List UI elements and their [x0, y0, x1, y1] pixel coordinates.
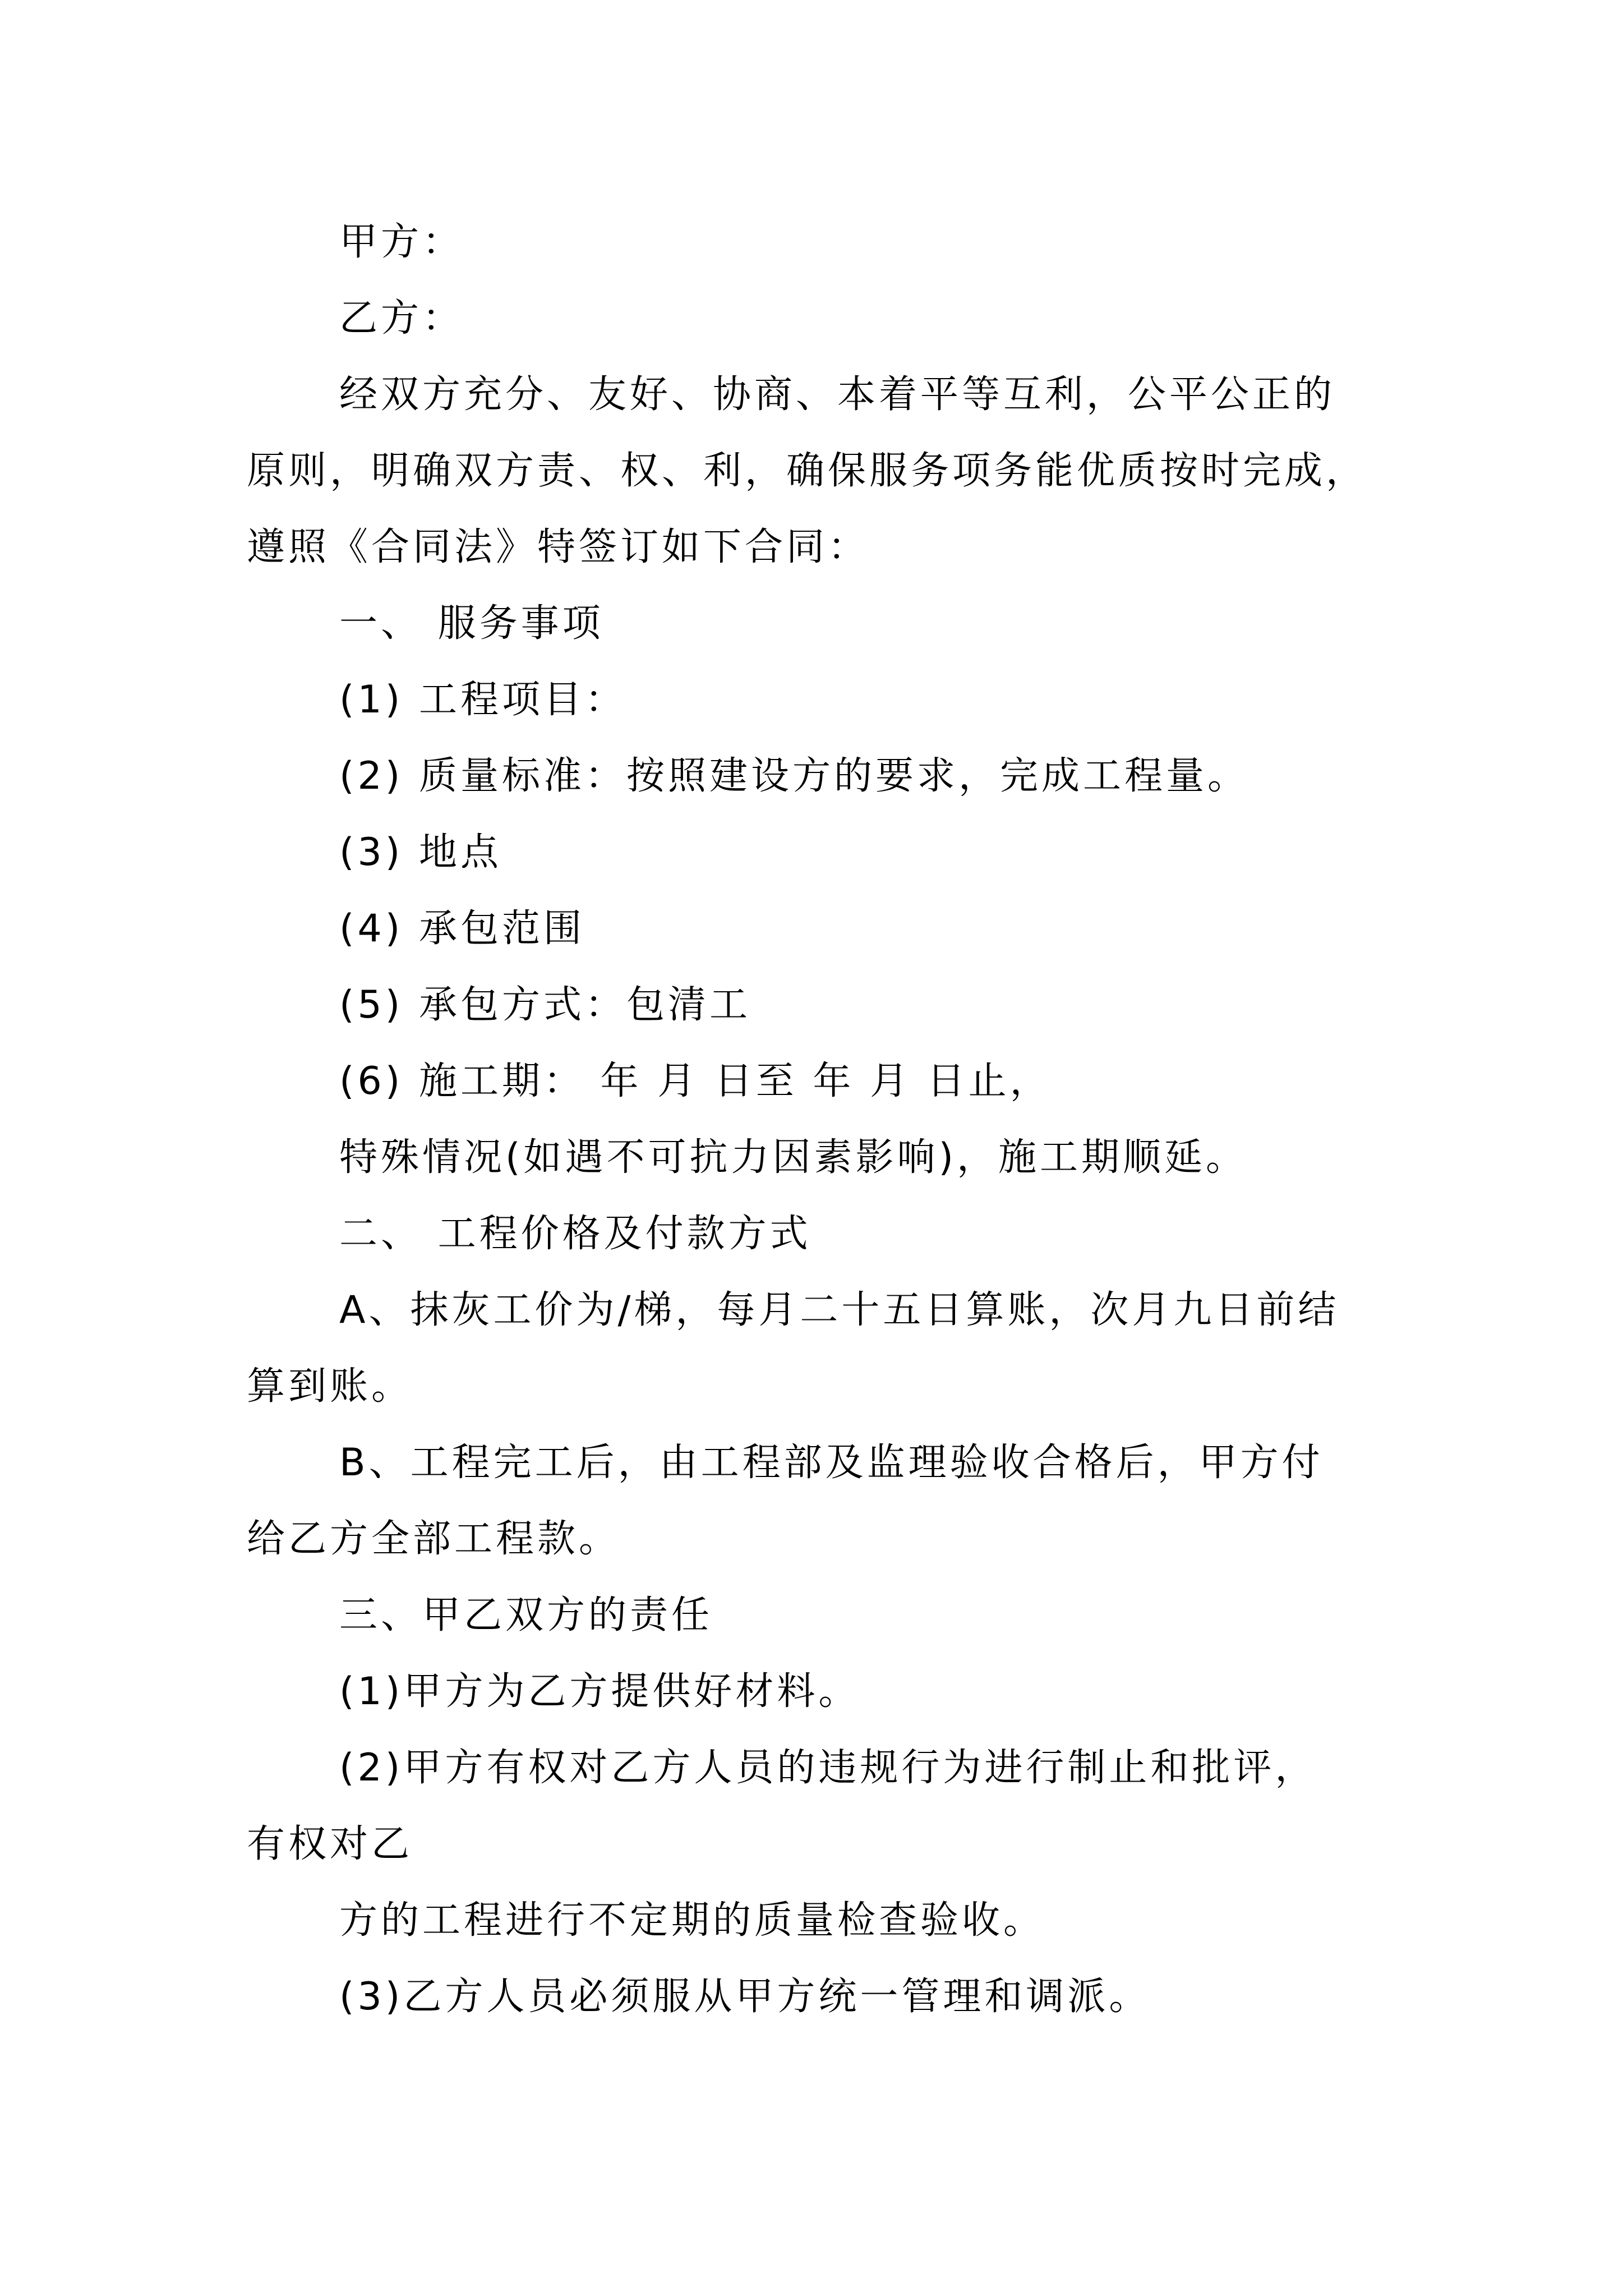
section-1-item-4: (4) 承包范围 — [339, 907, 585, 951]
section-1-note: 特殊情况(如遇不可抗力因素影响)，施工期顺延。 — [339, 1135, 1248, 1180]
section-2-a-line-2: 算到账。 — [247, 1364, 413, 1409]
section-1-item-6: (6) 施工期： 年 月 日至 年 月 日止， — [339, 1059, 1052, 1103]
section-1-item-1: (1) 工程项目： — [339, 678, 626, 722]
section-2-a-line-1: A、抹灰工价为/梯，每月二十五日算账，次月九日前结 — [339, 1288, 1340, 1332]
section-1-item-3: (3) 地点 — [339, 830, 502, 875]
party-a-label: 甲方： — [339, 220, 464, 264]
intro-line-2: 原则，明确双方责、权、利，确保服务项务能优质按时完成， — [247, 449, 1368, 493]
section-2-b-line-2: 给乙方全部工程款。 — [247, 1517, 621, 1561]
section-3-item-1: (1)甲方为乙方提供好材料。 — [339, 1669, 860, 1714]
section-1-item-5: (5) 承包方式：包清工 — [339, 983, 751, 1027]
party-b-label: 乙方： — [339, 296, 464, 341]
section-1-item-2: (2) 质量标准：按照建设方的要求，完成工程量。 — [339, 754, 1249, 798]
intro-line-3: 遵照《合同法》特签订如下合同： — [247, 525, 870, 569]
section-1-heading: 一、 服务事项 — [339, 601, 604, 646]
section-3-item-2-line-3: 方的工程进行不定期的质量检查验收。 — [339, 1898, 1045, 1943]
section-3-item-2-line-2: 有权对乙 — [247, 1822, 413, 1866]
section-3-item-2-line-1: (2)甲方有权对乙方人员的违规行为进行制止和批评， — [339, 1746, 1317, 1790]
section-3-item-3: (3)乙方人员必须服从甲方统一管理和调派。 — [339, 1975, 1151, 2019]
section-2-heading: 二、 工程价格及付款方式 — [339, 1212, 811, 1256]
intro-line-1: 经双方充分、友好、协商、本着平等互利，公平公正的 — [339, 372, 1336, 417]
section-2-b-line-1: B、工程完工后，由工程部及监理验收合格后，甲方付 — [339, 1441, 1324, 1485]
section-3-heading: 三、甲乙双方的责任 — [339, 1593, 713, 1637]
